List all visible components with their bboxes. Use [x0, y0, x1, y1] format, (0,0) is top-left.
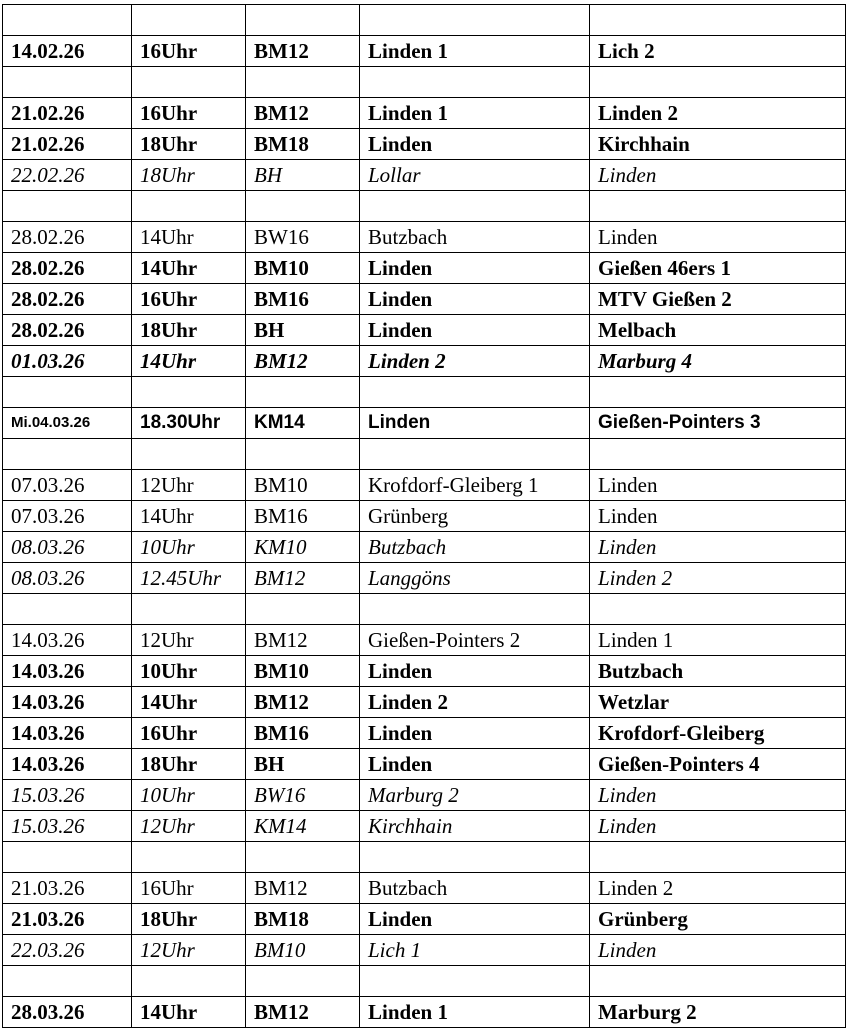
time-cell: 12Uhr: [132, 935, 246, 966]
time-cell: 14Uhr: [132, 253, 246, 284]
game-row: [3, 532, 846, 563]
home-team-cell: Linden 2: [360, 687, 590, 718]
class-cell: BM16: [246, 718, 360, 749]
away-team-cell: Linden: [590, 501, 846, 532]
game-row: [3, 873, 846, 904]
date-cell: 14.03.26: [3, 656, 132, 687]
class-cell: BH: [246, 749, 360, 780]
date-cell: [3, 966, 132, 997]
game-row: [3, 501, 846, 532]
time-cell: 10Uhr: [132, 656, 246, 687]
class-cell: BM12: [246, 98, 360, 129]
date-cell: 21.03.26: [3, 904, 132, 935]
away-team-cell: [590, 67, 846, 98]
home-team-cell: Linden: [360, 656, 590, 687]
home-team-cell: Linden: [360, 749, 590, 780]
home-team-cell: Linden 1: [360, 36, 590, 67]
spacer-row: [3, 5, 846, 36]
home-team-cell: Butzbach: [360, 222, 590, 253]
class-cell: BH: [246, 315, 360, 346]
time-cell: [132, 966, 246, 997]
game-row: [3, 625, 846, 656]
game-row: [3, 904, 846, 935]
date-cell: 14.03.26: [3, 625, 132, 656]
schedule-body: [3, 5, 846, 1028]
time-cell: 16Uhr: [132, 873, 246, 904]
away-team-cell: Linden: [590, 780, 846, 811]
date-cell: [3, 67, 132, 98]
time-cell: 12Uhr: [132, 811, 246, 842]
class-cell: BM12: [246, 563, 360, 594]
class-cell: [246, 439, 360, 470]
time-cell: 14Uhr: [132, 687, 246, 718]
home-team-cell: Marburg 2: [360, 780, 590, 811]
away-team-cell: [590, 966, 846, 997]
class-cell: BM10: [246, 656, 360, 687]
class-cell: BM16: [246, 284, 360, 315]
away-team-cell: Wetzlar: [590, 687, 846, 718]
date-cell: 22.03.26: [3, 935, 132, 966]
away-team-cell: Lich 2: [590, 36, 846, 67]
game-row: [3, 687, 846, 718]
time-cell: 12Uhr: [132, 470, 246, 501]
date-cell: 28.03.26: [3, 997, 132, 1028]
class-cell: [246, 67, 360, 98]
class-cell: BM12: [246, 873, 360, 904]
date-cell: 14.03.26: [3, 687, 132, 718]
class-cell: [246, 966, 360, 997]
class-cell: BM18: [246, 129, 360, 160]
class-cell: BM12: [246, 997, 360, 1028]
game-row: [3, 749, 846, 780]
time-cell: 18Uhr: [132, 904, 246, 935]
away-team-cell: Melbach: [590, 315, 846, 346]
away-team-cell: [590, 191, 846, 222]
date-cell: 08.03.26: [3, 532, 132, 563]
time-cell: 18Uhr: [132, 160, 246, 191]
spacer-row: [3, 594, 846, 625]
home-team-cell: Linden: [360, 284, 590, 315]
home-team-cell: Kirchhain: [360, 811, 590, 842]
date-cell: 28.02.26: [3, 253, 132, 284]
class-cell: BM18: [246, 904, 360, 935]
home-team-cell: [360, 594, 590, 625]
date-cell: 21.02.26: [3, 98, 132, 129]
game-row: [3, 315, 846, 346]
time-cell: 16Uhr: [132, 98, 246, 129]
class-cell: [246, 5, 360, 36]
class-cell: BW16: [246, 780, 360, 811]
game-row: [3, 36, 846, 67]
class-cell: [246, 594, 360, 625]
time-cell: 14Uhr: [132, 501, 246, 532]
game-row: [3, 935, 846, 966]
away-team-cell: Gießen-Pointers 3: [590, 408, 846, 439]
class-cell: BM12: [246, 687, 360, 718]
time-cell: [132, 191, 246, 222]
class-cell: KM14: [246, 811, 360, 842]
time-cell: [132, 842, 246, 873]
away-team-cell: Linden: [590, 222, 846, 253]
game-row: [3, 222, 846, 253]
home-team-cell: Linden: [360, 129, 590, 160]
away-team-cell: Linden: [590, 532, 846, 563]
time-cell: 18Uhr: [132, 315, 246, 346]
class-cell: BH: [246, 160, 360, 191]
home-team-cell: [360, 5, 590, 36]
class-cell: BM12: [246, 346, 360, 377]
home-team-cell: Linden: [360, 408, 590, 439]
game-row: [3, 811, 846, 842]
home-team-cell: Lollar: [360, 160, 590, 191]
home-team-cell: Butzbach: [360, 873, 590, 904]
time-cell: 16Uhr: [132, 284, 246, 315]
home-team-cell: [360, 67, 590, 98]
home-team-cell: [360, 842, 590, 873]
date-cell: Mi.04.03.26: [3, 408, 132, 439]
home-team-cell: Langgöns: [360, 563, 590, 594]
time-cell: 12.45Uhr: [132, 563, 246, 594]
away-team-cell: [590, 594, 846, 625]
away-team-cell: Linden: [590, 935, 846, 966]
spacer-row: [3, 842, 846, 873]
game-row: [3, 98, 846, 129]
spacer-row: [3, 439, 846, 470]
game-row: [3, 346, 846, 377]
date-cell: 28.02.26: [3, 284, 132, 315]
away-team-cell: Gießen 46ers 1: [590, 253, 846, 284]
time-cell: 18Uhr: [132, 749, 246, 780]
date-cell: 15.03.26: [3, 780, 132, 811]
home-team-cell: Linden: [360, 253, 590, 284]
time-cell: 12Uhr: [132, 625, 246, 656]
time-cell: 16Uhr: [132, 36, 246, 67]
date-cell: [3, 377, 132, 408]
away-team-cell: Krofdorf-Gleiberg: [590, 718, 846, 749]
time-cell: 10Uhr: [132, 532, 246, 563]
class-cell: [246, 842, 360, 873]
home-team-cell: Linden 1: [360, 98, 590, 129]
date-cell: 22.02.26: [3, 160, 132, 191]
date-cell: 01.03.26: [3, 346, 132, 377]
game-row: [3, 563, 846, 594]
game-row: [3, 718, 846, 749]
date-cell: 07.03.26: [3, 501, 132, 532]
date-cell: [3, 842, 132, 873]
class-cell: BW16: [246, 222, 360, 253]
game-row: [3, 129, 846, 160]
class-cell: BM12: [246, 625, 360, 656]
spacer-row: [3, 67, 846, 98]
time-cell: 10Uhr: [132, 780, 246, 811]
time-cell: [132, 594, 246, 625]
home-team-cell: Linden: [360, 718, 590, 749]
date-cell: 21.03.26: [3, 873, 132, 904]
home-team-cell: Gießen-Pointers 2: [360, 625, 590, 656]
time-cell: [132, 67, 246, 98]
home-team-cell: Linden 1: [360, 997, 590, 1028]
time-cell: [132, 377, 246, 408]
away-team-cell: Linden: [590, 470, 846, 501]
home-team-cell: [360, 439, 590, 470]
game-row: [3, 997, 846, 1028]
home-team-cell: [360, 966, 590, 997]
date-cell: [3, 5, 132, 36]
time-cell: 14Uhr: [132, 997, 246, 1028]
date-cell: 15.03.26: [3, 811, 132, 842]
home-team-cell: [360, 191, 590, 222]
away-team-cell: Linden 1: [590, 625, 846, 656]
game-row: [3, 284, 846, 315]
away-team-cell: Linden 2: [590, 563, 846, 594]
date-cell: 14.02.26: [3, 36, 132, 67]
away-team-cell: Marburg 2: [590, 997, 846, 1028]
time-cell: 18.30Uhr: [132, 408, 246, 439]
away-team-cell: [590, 5, 846, 36]
time-cell: [132, 439, 246, 470]
class-cell: BM16: [246, 501, 360, 532]
time-cell: 14Uhr: [132, 346, 246, 377]
date-cell: 08.03.26: [3, 563, 132, 594]
time-cell: [132, 5, 246, 36]
home-team-cell: Linden 2: [360, 346, 590, 377]
away-team-cell: Butzbach: [590, 656, 846, 687]
time-cell: 18Uhr: [132, 129, 246, 160]
date-cell: [3, 594, 132, 625]
home-team-cell: Grünberg: [360, 501, 590, 532]
away-team-cell: Marburg 4: [590, 346, 846, 377]
time-cell: 16Uhr: [132, 718, 246, 749]
date-cell: [3, 439, 132, 470]
date-cell: [3, 191, 132, 222]
away-team-cell: Gießen-Pointers 4: [590, 749, 846, 780]
game-row: [3, 780, 846, 811]
time-cell: 14Uhr: [132, 222, 246, 253]
class-cell: BM10: [246, 935, 360, 966]
date-cell: 07.03.26: [3, 470, 132, 501]
away-team-cell: [590, 439, 846, 470]
game-row: [3, 656, 846, 687]
date-cell: 28.02.26: [3, 222, 132, 253]
class-cell: KM10: [246, 532, 360, 563]
game-row: [3, 253, 846, 284]
class-cell: [246, 377, 360, 408]
home-team-cell: Butzbach: [360, 532, 590, 563]
away-team-cell: Linden 2: [590, 873, 846, 904]
game-schedule-table: [2, 4, 846, 1028]
class-cell: BM10: [246, 470, 360, 501]
away-team-cell: Linden: [590, 811, 846, 842]
date-cell: 21.02.26: [3, 129, 132, 160]
away-team-cell: [590, 842, 846, 873]
class-cell: [246, 191, 360, 222]
home-team-cell: Linden: [360, 904, 590, 935]
game-row: [3, 470, 846, 501]
away-team-cell: [590, 377, 846, 408]
spacer-row: [3, 191, 846, 222]
away-team-cell: MTV Gießen 2: [590, 284, 846, 315]
home-team-cell: Krofdorf-Gleiberg 1: [360, 470, 590, 501]
away-team-cell: Linden 2: [590, 98, 846, 129]
away-team-cell: Kirchhain: [590, 129, 846, 160]
spacer-row: [3, 966, 846, 997]
class-cell: KM14: [246, 408, 360, 439]
home-team-cell: Lich 1: [360, 935, 590, 966]
game-row: [3, 160, 846, 191]
class-cell: BM12: [246, 36, 360, 67]
class-cell: BM10: [246, 253, 360, 284]
date-cell: 14.03.26: [3, 718, 132, 749]
spacer-row: [3, 377, 846, 408]
date-cell: 28.02.26: [3, 315, 132, 346]
home-team-cell: Linden: [360, 315, 590, 346]
game-row: [3, 408, 846, 439]
away-team-cell: Grünberg: [590, 904, 846, 935]
date-cell: 14.03.26: [3, 749, 132, 780]
home-team-cell: [360, 377, 590, 408]
away-team-cell: Linden: [590, 160, 846, 191]
